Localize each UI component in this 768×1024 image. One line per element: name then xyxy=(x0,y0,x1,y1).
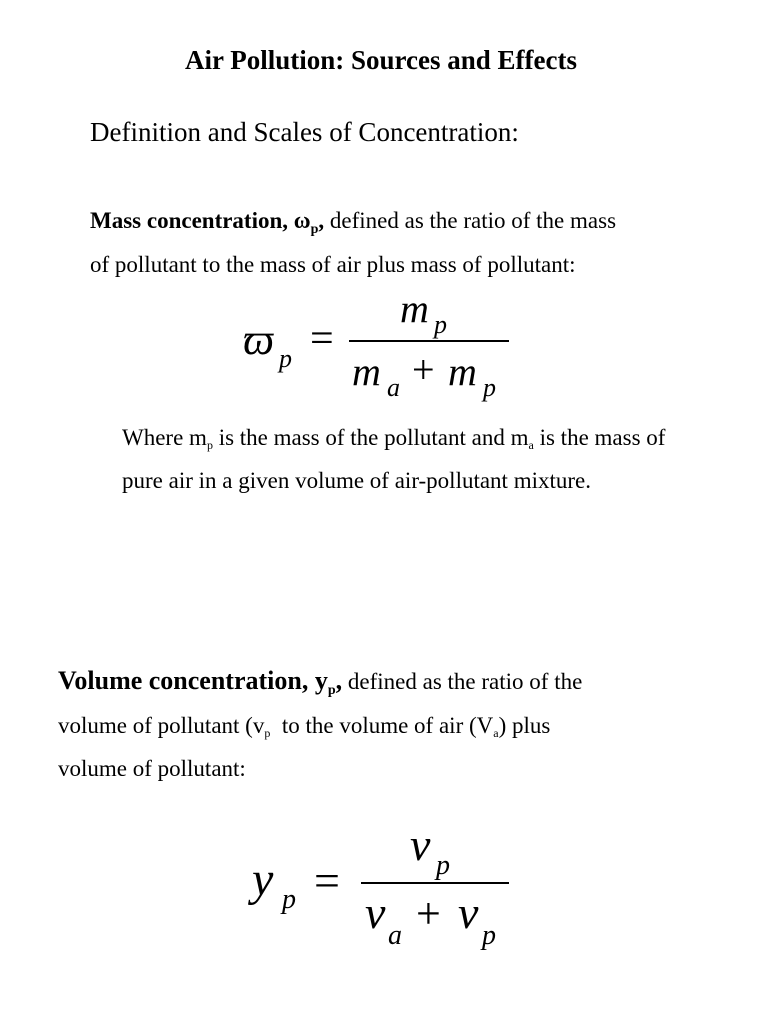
eq1-denominator-b: m xyxy=(448,349,477,394)
where-text-3: is the mass of xyxy=(533,425,666,450)
volume-text-c: ) plus xyxy=(498,713,551,738)
volume-text-b: to the volume of air (V xyxy=(270,713,494,738)
eq2-numerator-subscript: p xyxy=(436,850,450,881)
mass-line-1-rest: defined as the ratio of the mass xyxy=(324,208,617,233)
section-heading: Definition and Scales of Concentration: xyxy=(90,117,519,147)
volume-subscript-p: p xyxy=(264,726,271,740)
eq2-denominator-a-subscript: a xyxy=(388,920,402,951)
volume-subscript-a: a xyxy=(493,726,499,740)
eq1-numerator: m xyxy=(400,286,429,331)
eq2-plus: + xyxy=(416,889,441,938)
mass-term-comma: , xyxy=(318,208,325,233)
eq2-lhs: y xyxy=(252,853,274,906)
where-subscript-p: p xyxy=(206,438,213,452)
eq2-fraction-bar xyxy=(361,882,509,884)
eq2-denominator-a: v xyxy=(365,887,386,938)
eq1-denominator-a: m xyxy=(352,349,381,394)
volume-term-subscript: p xyxy=(327,683,336,698)
eq2-lhs-subscript: p xyxy=(282,884,296,915)
eq1-denominator-b-subscript: p xyxy=(483,373,496,402)
page-title: Air Pollution: Sources and Effects xyxy=(184,45,577,75)
eq1-equals: = xyxy=(310,316,334,362)
where-line-2: pure air in a given volume of air-pollutant mixture. xyxy=(122,468,591,493)
eq1-lhs-subscript: p xyxy=(279,344,292,373)
mass-term-subscript: p xyxy=(310,222,319,237)
volume-text-a: volume of pollutant (v xyxy=(58,713,265,738)
volume-line-1-rest: defined as the ratio of the xyxy=(342,669,583,694)
volume-term: Volume concentration, y xyxy=(58,666,328,695)
eq2-denominator-b: v xyxy=(458,887,479,938)
eq1-numerator-subscript: p xyxy=(434,310,447,339)
mass-line-2: of pollutant to the mass of air plus mass of pollutant: xyxy=(90,252,576,277)
eq2-denominator-b-subscript: p xyxy=(482,920,496,951)
eq2-equals: = xyxy=(314,855,340,906)
volume-term-comma: , xyxy=(335,666,343,695)
eq2-numerator: v xyxy=(410,819,431,870)
where-subscript-a: a xyxy=(528,438,534,452)
where-text-1: Where m xyxy=(122,425,207,450)
eq1-lhs: ϖ xyxy=(243,315,275,364)
volume-line-3: volume of pollutant: xyxy=(58,756,246,781)
where-text-2: is the mass of the pollutant and m xyxy=(212,425,529,450)
eq1-denominator-a-subscript: a xyxy=(387,373,400,402)
eq1-plus: + xyxy=(412,347,435,392)
mass-term: Mass concentration, ω xyxy=(90,208,311,233)
